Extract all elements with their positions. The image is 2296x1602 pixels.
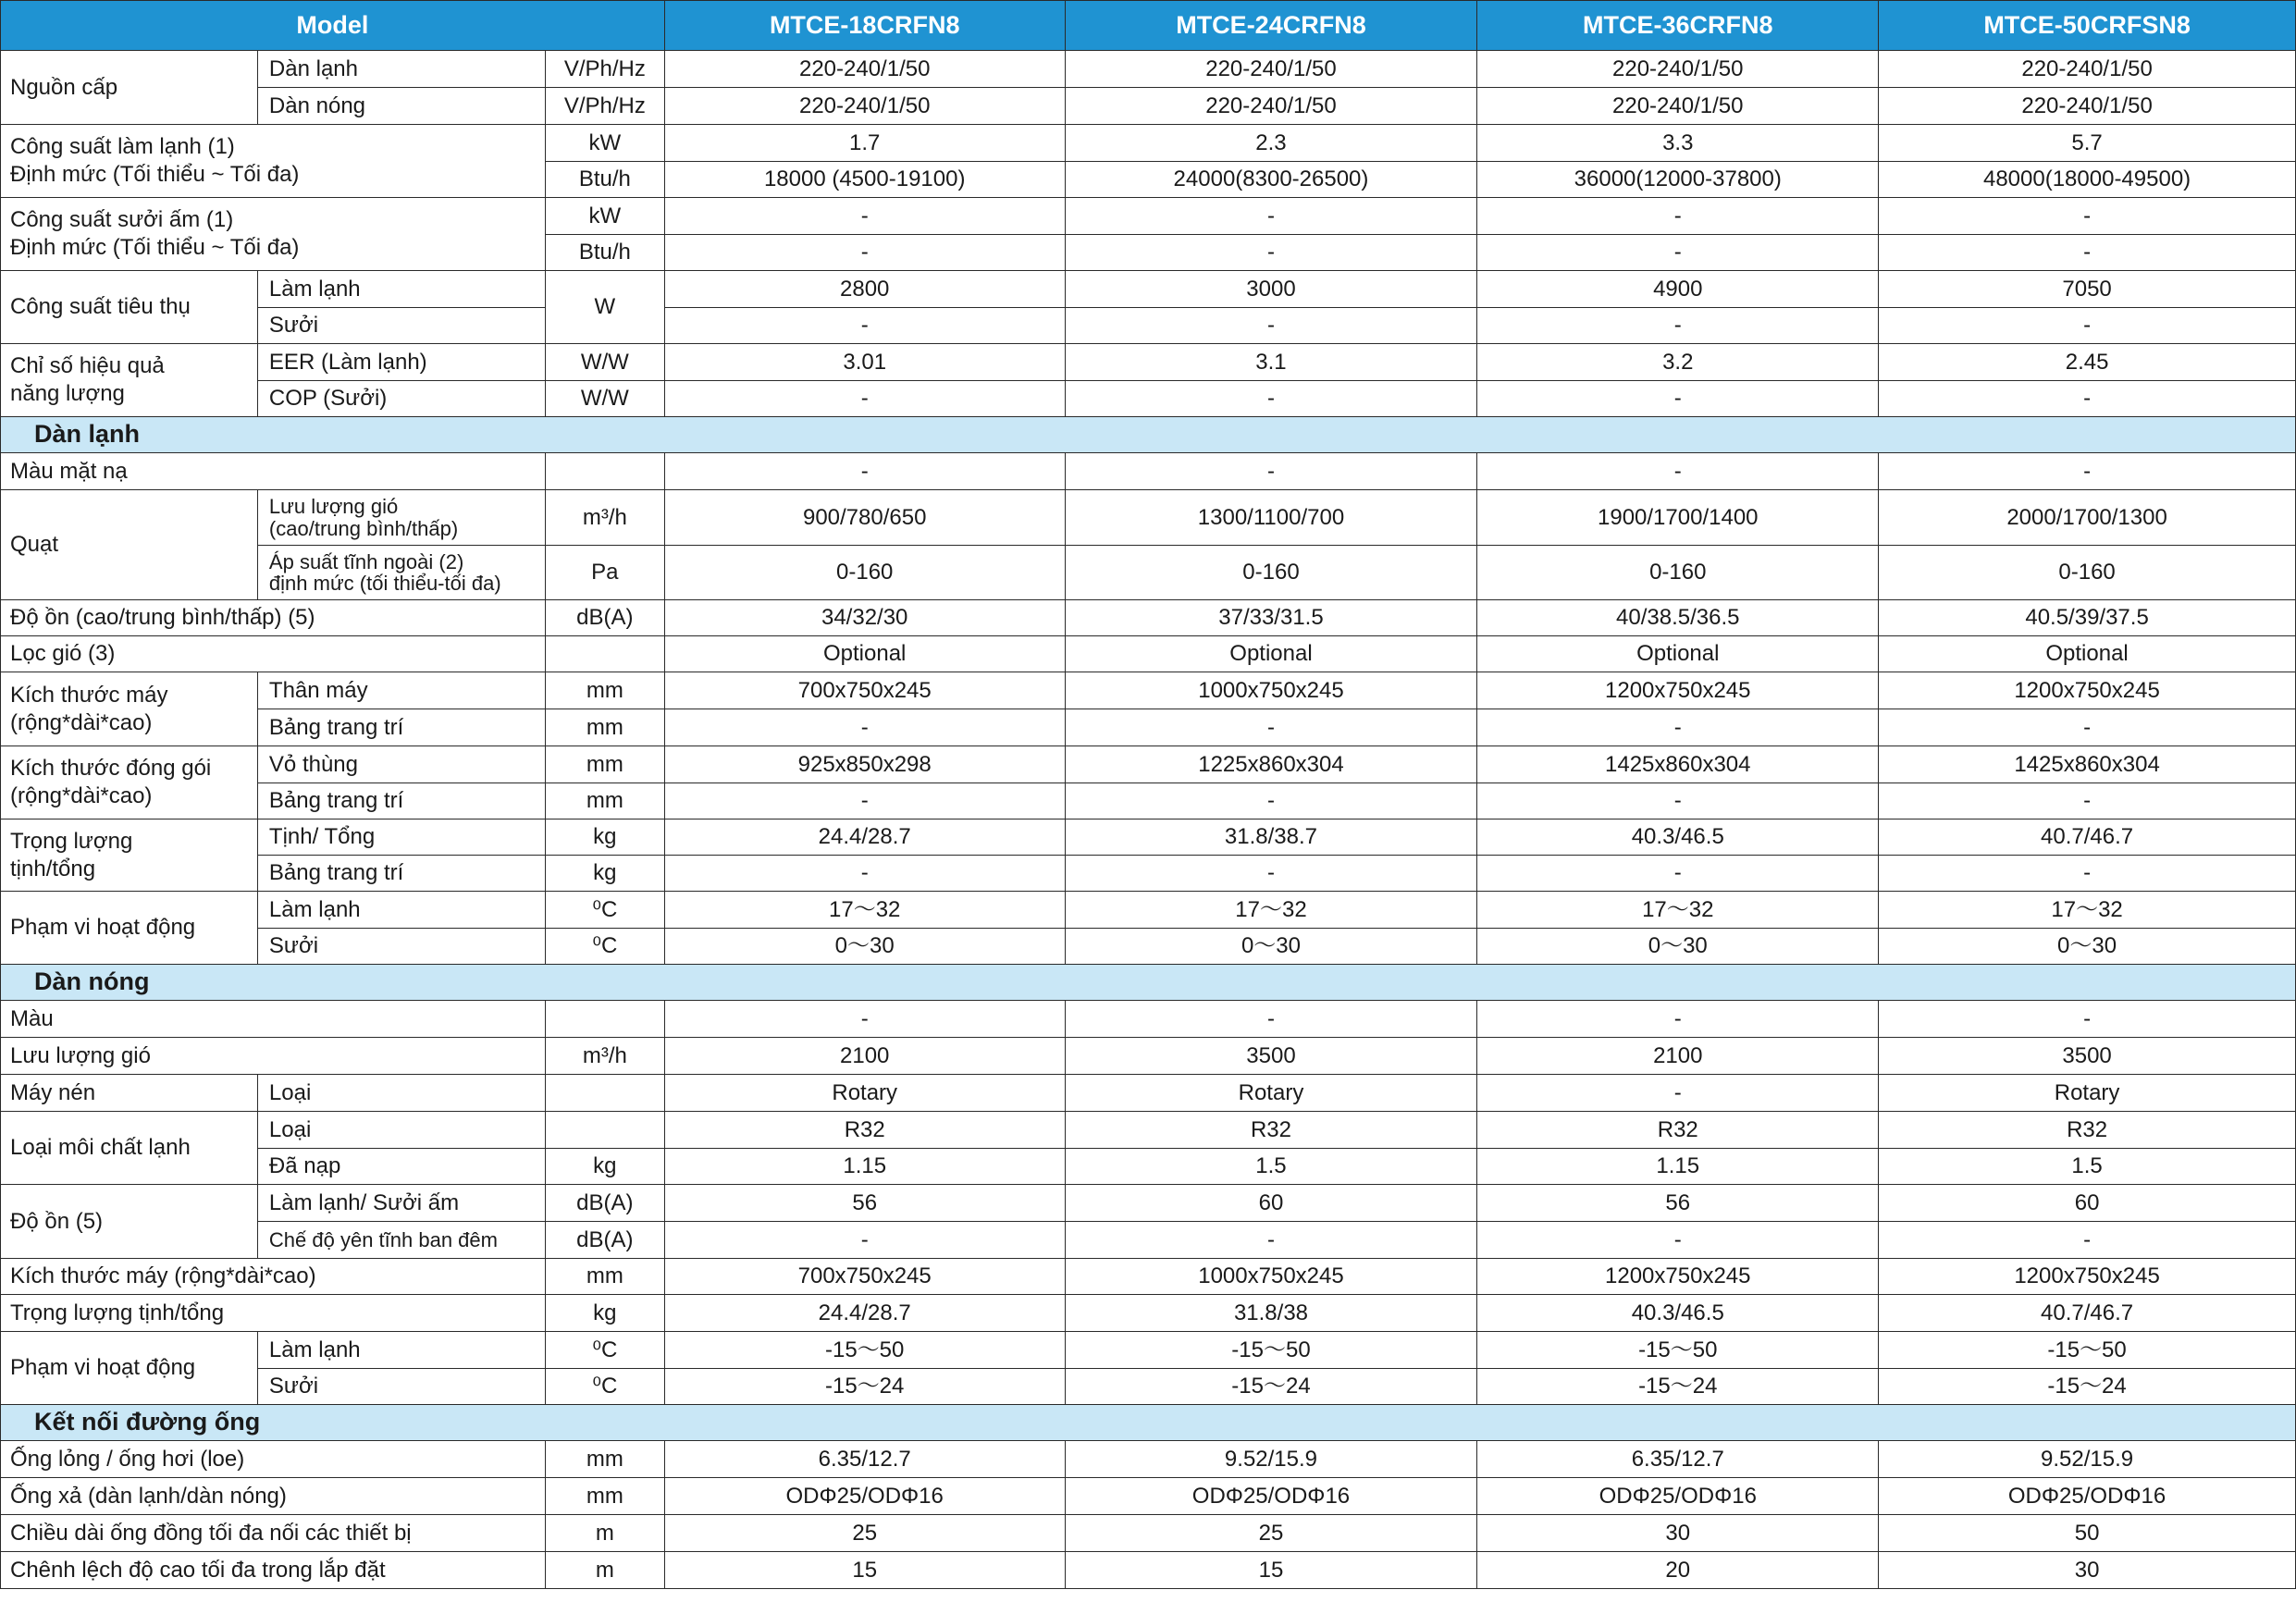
spec-row [1,381,2296,417]
unit-cell [545,1075,664,1112]
value-cell: - [1477,783,1879,819]
sub-label: Chế độ yên tĩnh ban đêm [257,1222,545,1259]
value-cell: -15～50 [1065,1332,1477,1369]
value-cell: - [664,381,1065,417]
value-cell: - [1065,453,1477,490]
spec-row [1,51,2296,88]
spec-row [1,1369,2296,1405]
value-cell: 3000 [1065,271,1477,308]
value-cell: 1200x750x245 [1879,672,2296,709]
value-cell: - [1065,198,1477,235]
unit-cell: kg [545,1295,664,1332]
unit-cell: m³/h [545,490,664,546]
spec-row [1,308,2296,344]
value-cell: 30 [1879,1552,2296,1589]
unit-cell: V/Ph/Hz [545,51,664,88]
value-cell: 1300/1100/700 [1065,490,1477,546]
model-name: MTCE-50CRFSN8 [1879,1,2296,51]
value-cell: Rotary [1879,1075,2296,1112]
value-cell: 5.7 [1879,125,2296,162]
unit-cell: mm [545,783,664,819]
value-cell: 2100 [1477,1038,1879,1075]
unit-cell: mm [545,1441,664,1478]
value-cell: 56 [664,1185,1065,1222]
sub-label: Dàn lạnh [257,51,545,88]
unit-cell [545,1112,664,1149]
value-cell: 220-240/1/50 [1065,88,1477,125]
value-cell: - [1477,453,1879,490]
value-cell: -15～24 [1879,1369,2296,1405]
spec-row [1,490,2296,546]
value-cell: 15 [1065,1552,1477,1589]
unit-cell: ⁰C [545,1332,664,1369]
sub-label: Vỏ thùng [257,746,545,783]
value-cell: 1.15 [1477,1149,1879,1185]
spec-row [1,1478,2296,1515]
value-cell: Optional [1477,636,1879,672]
value-cell: Rotary [1065,1075,1477,1112]
value-cell: 3.1 [1065,344,1477,381]
group-label: Công suất làm lạnh (1) Định mức (Tối thiểu ~ Tối đa) [1,125,546,198]
spec-row [1,344,2296,381]
group-label: Chỉ số hiệu quả năng lượng [1,344,258,417]
model-name: MTCE-24CRFN8 [1065,1,1477,51]
value-cell: -15～50 [1477,1332,1879,1369]
unit-cell: mm [545,1478,664,1515]
value-cell: - [1065,1001,1477,1038]
value-cell: 17～32 [1065,892,1477,929]
value-cell: 0～30 [1477,929,1879,965]
spec-row [1,1259,2296,1295]
value-cell: - [1477,1075,1879,1112]
sub-label: Bảng trang trí [257,709,545,746]
value-cell: - [1477,709,1879,746]
value-cell: 40.3/46.5 [1477,819,1879,856]
value-cell: 37/33/31.5 [1065,600,1477,636]
group-label: Loại môi chất lạnh [1,1112,258,1185]
sub-label: Loại [257,1075,545,1112]
value-cell: 4900 [1477,271,1879,308]
group-label: Trọng lượng tịnh/tổng [1,819,258,892]
unit-cell: Btu/h [545,162,664,198]
row-label: Màu [1,1001,546,1038]
value-cell: - [664,308,1065,344]
value-cell: 3500 [1065,1038,1477,1075]
value-cell: 6.35/12.7 [1477,1441,1879,1478]
group-label: Nguồn cấp [1,51,258,125]
value-cell: - [1477,235,1879,271]
value-cell: R32 [1879,1112,2296,1149]
value-cell: 0-160 [1477,546,1879,600]
row-label: Lọc gió (3) [1,636,546,672]
section-row [1,1405,2296,1441]
value-cell: 18000 (4500-19100) [664,162,1065,198]
sub-label: Bảng trang trí [257,856,545,892]
value-cell: 2100 [664,1038,1065,1075]
value-cell: 0-160 [664,546,1065,600]
value-cell: 0～30 [664,929,1065,965]
section-title-outdoor: Dàn nóng [1,965,2296,1001]
value-cell: 24.4/28.7 [664,819,1065,856]
unit-cell: W/W [545,344,664,381]
value-cell: - [1879,308,2296,344]
sub-label: Sưởi [257,308,545,344]
spec-row [1,1001,2296,1038]
row-label: Chênh lệch độ cao tối đa trong lắp đặt [1,1552,546,1589]
value-cell: 220-240/1/50 [1879,51,2296,88]
unit-cell: dB(A) [545,1222,664,1259]
value-cell: - [664,1222,1065,1259]
value-cell: 24000(8300-26500) [1065,162,1477,198]
group-label: Phạm vi hoạt động [1,1332,258,1405]
spec-row [1,1222,2296,1259]
group-label: Phạm vi hoạt động [1,892,258,965]
value-cell: 220-240/1/50 [1879,88,2296,125]
value-cell: 1.7 [664,125,1065,162]
row-label: Ống lỏng / ống hơi (loe) [1,1441,546,1478]
value-cell: 1.15 [664,1149,1065,1185]
value-cell: - [1065,709,1477,746]
value-cell: 40.7/46.7 [1879,1295,2296,1332]
value-cell: Rotary [664,1075,1065,1112]
row-label: Lưu lượng gió [1,1038,546,1075]
unit-cell: mm [545,672,664,709]
value-cell: 17～32 [664,892,1065,929]
spec-row [1,1038,2296,1075]
group-label: Công suất sưởi ấm (1) Định mức (Tối thiểu ~ Tối đa) [1,198,546,271]
row-label: Độ ồn (cao/trung bình/thấp) (5) [1,600,546,636]
spec-row [1,1515,2296,1552]
unit-cell: Pa [545,546,664,600]
value-cell: 31.8/38.7 [1065,819,1477,856]
sub-label: Đã nạp [257,1149,545,1185]
unit-cell: kg [545,856,664,892]
value-cell: 220-240/1/50 [1477,88,1879,125]
value-cell: 2.45 [1879,344,2296,381]
sub-label: Thân máy [257,672,545,709]
unit-cell: m [545,1552,664,1589]
value-cell: R32 [1065,1112,1477,1149]
value-cell: - [1477,198,1879,235]
value-cell: 9.52/15.9 [1879,1441,2296,1478]
spec-row [1,1149,2296,1185]
value-cell: 15 [664,1552,1065,1589]
value-cell: - [1477,1001,1879,1038]
value-cell: - [1065,783,1477,819]
unit-cell: kW [545,125,664,162]
value-cell: 3.3 [1477,125,1879,162]
value-cell: 220-240/1/50 [664,88,1065,125]
spec-row [1,892,2296,929]
value-cell: R32 [1477,1112,1879,1149]
spec-row [1,125,2296,162]
model-name: MTCE-36CRFN8 [1477,1,1879,51]
row-label: Ống xả (dàn lạnh/dàn nóng) [1,1478,546,1515]
value-cell: 48000(18000-49500) [1879,162,2296,198]
value-cell: 1425x860x304 [1879,746,2296,783]
value-cell: - [664,1001,1065,1038]
spec-row [1,856,2296,892]
value-cell: 2000/1700/1300 [1879,490,2296,546]
value-cell: - [1477,1222,1879,1259]
value-cell: - [1879,709,2296,746]
unit-cell: ⁰C [545,929,664,965]
value-cell: - [664,453,1065,490]
value-cell: 9.52/15.9 [1065,1441,1477,1478]
section-title-piping: Kết nối đường ống [1,1405,2296,1441]
value-cell: 2800 [664,271,1065,308]
value-cell: 30 [1477,1515,1879,1552]
section-title-indoor: Dàn lạnh [1,417,2296,453]
group-label: Kích thước máy (rộng*dài*cao) [1,672,258,746]
value-cell: - [1065,381,1477,417]
value-cell: 20 [1477,1552,1879,1589]
value-cell: 0～30 [1879,929,2296,965]
sub-label: Làm lạnh [257,271,545,308]
value-cell: 40.3/46.5 [1477,1295,1879,1332]
spec-row [1,271,2296,308]
value-cell: - [664,783,1065,819]
group-label: Độ ồn (5) [1,1185,258,1259]
row-label: Trọng lượng tịnh/tổng [1,1295,546,1332]
unit-cell: mm [545,709,664,746]
spec-row [1,1075,2296,1112]
unit-cell: W/W [545,381,664,417]
sub-label: Tịnh/ Tổng [257,819,545,856]
value-cell: 0-160 [1879,546,2296,600]
unit-cell: kW [545,198,664,235]
value-cell: - [1879,783,2296,819]
value-cell: 60 [1879,1185,2296,1222]
value-cell: -15～24 [1065,1369,1477,1405]
value-cell: - [1065,235,1477,271]
value-cell: 7050 [1879,271,2296,308]
sub-label: Áp suất tĩnh ngoài (2) định mức (tối thiểu-tối đa) [257,546,545,600]
unit-cell [545,453,664,490]
value-cell: - [1879,453,2296,490]
value-cell: - [1065,1222,1477,1259]
value-cell: 1.5 [1065,1149,1477,1185]
value-cell: Optional [664,636,1065,672]
spec-row [1,672,2296,709]
value-cell: 1900/1700/1400 [1477,490,1879,546]
value-cell: 17～32 [1879,892,2296,929]
value-cell: -15～50 [664,1332,1065,1369]
value-cell: 700x750x245 [664,1259,1065,1295]
row-label: Màu mặt nạ [1,453,546,490]
unit-cell: mm [545,746,664,783]
spec-row [1,1332,2296,1369]
value-cell: - [1879,381,2296,417]
sub-label: EER (Làm lạnh) [257,344,545,381]
spec-row [1,636,2296,672]
spec-row [1,709,2296,746]
value-cell: 31.8/38 [1065,1295,1477,1332]
value-cell: - [664,709,1065,746]
value-cell: 700x750x245 [664,672,1065,709]
group-label: Máy nén [1,1075,258,1112]
spec-row [1,1441,2296,1478]
spec-row [1,746,2296,783]
value-cell: 0～30 [1065,929,1477,965]
unit-cell: ⁰C [545,1369,664,1405]
unit-cell: kg [545,1149,664,1185]
value-cell: 24.4/28.7 [664,1295,1065,1332]
section-row [1,965,2296,1001]
unit-cell: Btu/h [545,235,664,271]
value-cell: ODΦ25/ODΦ16 [1065,1478,1477,1515]
header-row [1,1,2296,51]
value-cell: 34/32/30 [664,600,1065,636]
value-cell: 40.7/46.7 [1879,819,2296,856]
value-cell: 0-160 [1065,546,1477,600]
value-cell: 2.3 [1065,125,1477,162]
spec-row [1,88,2296,125]
value-cell: R32 [664,1112,1065,1149]
value-cell: - [664,198,1065,235]
value-cell: 25 [1065,1515,1477,1552]
value-cell: - [1879,1222,2296,1259]
unit-cell: W [545,271,664,344]
sub-label: Làm lạnh [257,892,545,929]
sub-label: Sưởi [257,929,545,965]
value-cell: - [1879,1001,2296,1038]
value-cell: -15～50 [1879,1332,2296,1369]
value-cell: - [1065,308,1477,344]
spec-row [1,929,2296,965]
value-cell: 1.5 [1879,1149,2296,1185]
value-cell: 50 [1879,1515,2296,1552]
group-label: Công suất tiêu thụ [1,271,258,344]
group-label: Quạt [1,490,258,600]
value-cell: 1225x860x304 [1065,746,1477,783]
section-row [1,417,2296,453]
value-cell: ODΦ25/ODΦ16 [1879,1478,2296,1515]
value-cell: Optional [1879,636,2296,672]
sub-label: Lưu lượng gió (cao/trung bình/thấp) [257,490,545,546]
value-cell: 1000x750x245 [1065,672,1477,709]
value-cell: ODΦ25/ODΦ16 [664,1478,1065,1515]
row-label: Chiều dài ống đồng tối đa nối các thiết bị [1,1515,546,1552]
value-cell: 3.2 [1477,344,1879,381]
value-cell: 1425x860x304 [1477,746,1879,783]
spec-row [1,783,2296,819]
group-label: Kích thước đóng gói (rộng*dài*cao) [1,746,258,819]
unit-cell: dB(A) [545,1185,664,1222]
value-cell: 36000(12000-37800) [1477,162,1879,198]
spec-row [1,1112,2296,1149]
value-cell: - [1879,198,2296,235]
value-cell: 1200x750x245 [1879,1259,2296,1295]
value-cell: 1000x750x245 [1065,1259,1477,1295]
value-cell: 40/38.5/36.5 [1477,600,1879,636]
sub-label: Loại [257,1112,545,1149]
value-cell: - [664,856,1065,892]
value-cell: Optional [1065,636,1477,672]
spec-row [1,1185,2296,1222]
sub-label: Làm lạnh/ Sưởi ấm [257,1185,545,1222]
value-cell: - [1879,856,2296,892]
value-cell: 220-240/1/50 [1477,51,1879,88]
sub-label: Làm lạnh [257,1332,545,1369]
value-cell: 6.35/12.7 [664,1441,1065,1478]
spec-row [1,600,2296,636]
value-cell: 3500 [1879,1038,2296,1075]
value-cell: 3.01 [664,344,1065,381]
sub-label: Dàn nóng [257,88,545,125]
value-cell: 60 [1065,1185,1477,1222]
value-cell: - [1879,235,2296,271]
spec-row [1,1552,2296,1589]
unit-cell: mm [545,1259,664,1295]
spec-row [1,453,2296,490]
value-cell: ODΦ25/ODΦ16 [1477,1478,1879,1515]
sub-label: Sưởi [257,1369,545,1405]
value-cell: 220-240/1/50 [664,51,1065,88]
value-cell: - [1477,381,1879,417]
spec-row [1,1295,2296,1332]
value-cell: 1200x750x245 [1477,1259,1879,1295]
value-cell: 56 [1477,1185,1879,1222]
value-cell: -15～24 [1477,1369,1879,1405]
value-cell: - [1477,308,1879,344]
sub-label: COP (Sưởi) [257,381,545,417]
unit-cell: ⁰C [545,892,664,929]
unit-cell: m³/h [545,1038,664,1075]
value-cell: 925x850x298 [664,746,1065,783]
unit-cell: V/Ph/Hz [545,88,664,125]
sub-label: Bảng trang trí [257,783,545,819]
value-cell: 17～32 [1477,892,1879,929]
value-cell: 900/780/650 [664,490,1065,546]
value-cell: - [1477,856,1879,892]
value-cell: 25 [664,1515,1065,1552]
value-cell: 1200x750x245 [1477,672,1879,709]
value-cell: -15～24 [664,1369,1065,1405]
spec-row [1,819,2296,856]
spec-row [1,198,2296,235]
value-cell: - [664,235,1065,271]
unit-cell [545,1001,664,1038]
value-cell: 220-240/1/50 [1065,51,1477,88]
model-label: Model [1,1,665,51]
row-label: Kích thước máy (rộng*dài*cao) [1,1259,546,1295]
unit-cell: dB(A) [545,600,664,636]
spec-row [1,546,2296,600]
value-cell: - [1065,856,1477,892]
unit-cell: kg [545,819,664,856]
model-name: MTCE-18CRFN8 [664,1,1065,51]
unit-cell [545,636,664,672]
unit-cell: m [545,1515,664,1552]
value-cell: 40.5/39/37.5 [1879,600,2296,636]
